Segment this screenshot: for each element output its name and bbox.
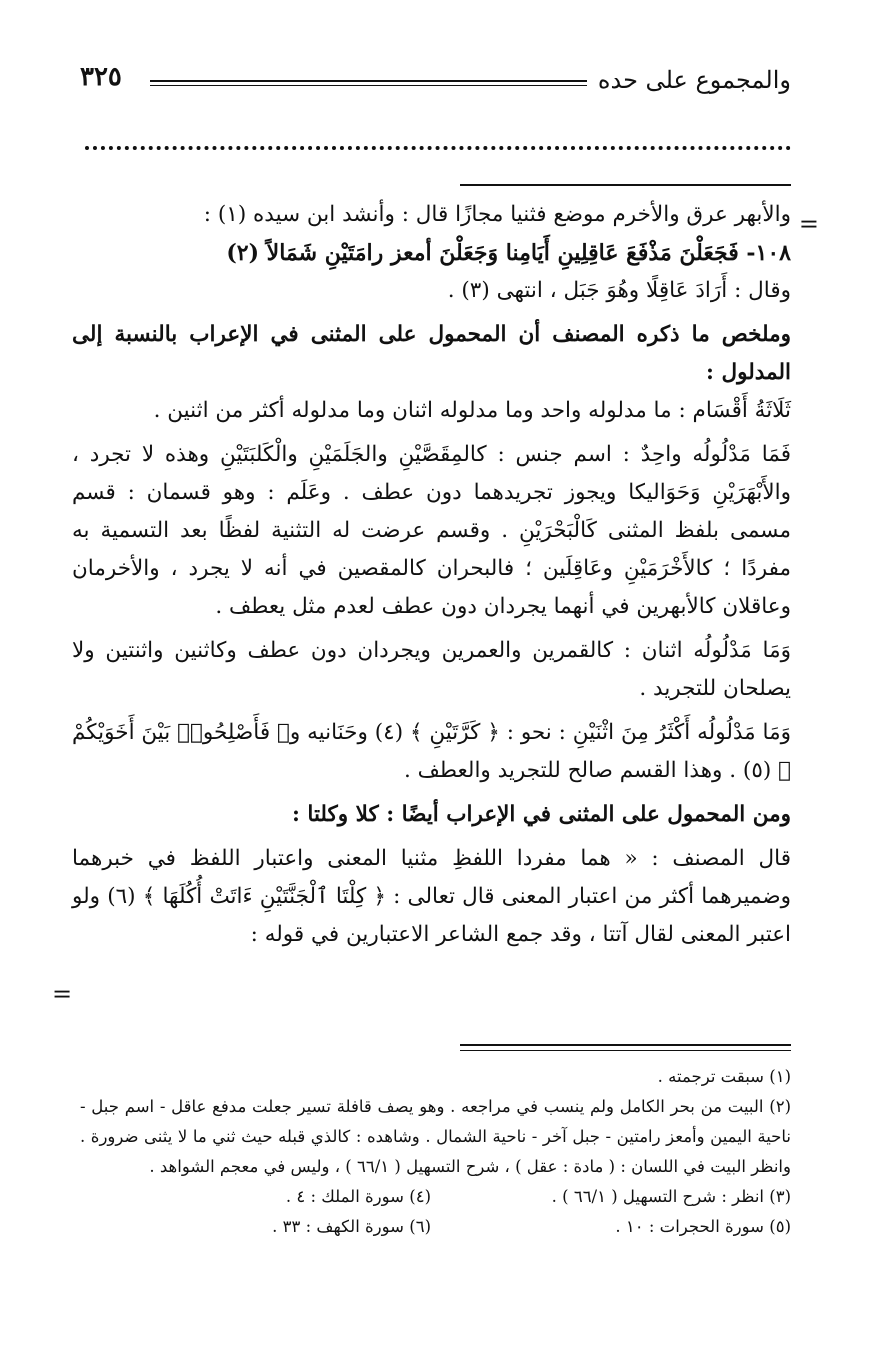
footnote-5: (٥) سورة الحجرات : ١٠ . — [615, 1217, 791, 1236]
header-rule — [150, 80, 587, 86]
main-text — [72, 196, 791, 954]
continuation-rule — [460, 184, 791, 186]
footnote-row-3-4 — [80, 1182, 791, 1212]
running-header-title: والمجموع على حده — [597, 66, 791, 94]
paragraph-author-quote: قال المصنف : « هما مفردا اللفظِ مثنيا المعنى واعتبار اللفظ في خبرهما وضميرهما أكثر من اعتبار المعنى قال تعالى : ﴿ كِلْتَا ٱلْجَنَّتَيْنِ ءَاتَتْ أُكُلَهَا ﴾ (٦) ولو اعتبر المعنى لقال آتتا ، وقد جمع الشاعر الاعتبارين في قوله : — [72, 846, 791, 947]
page-number: ٣٢٥ — [80, 62, 122, 92]
paragraph-summary: وملخص ما ذكره المصنف أن المحمول على المثنى في الإعراب بالنسبة إلى المدلول : — [72, 322, 791, 385]
footnote-6: (٦) سورة الكهف : ٣٣ . — [272, 1217, 431, 1236]
margin-mark-bottom: = — [52, 980, 73, 1008]
paragraph-plural-meaning: وَمَا مَدْلُولُه أَكْثَرُ مِنَ اثْنَيْنِ : نحو : ﴿ كَرَّتَيْنِ ﴾ (٤) وحَنَانيه و﴿ فَأَصْلِحُوا۟ بَيْنَ أَخَوَيْكُمْ ﴾ (٥) . وهذا القسم صالح للتجريد والعطف . — [72, 720, 791, 783]
dotted-separator — [85, 146, 791, 150]
verse-108: ١٠٨- فَجَعَلْنَ مَذْفَعَ عَاقِلِينِ أَيَامِنا وَجَعَلْنَ أمعز رامَتَيْنِ شَمَالاً (٢) — [226, 240, 791, 266]
footnotes — [80, 1062, 791, 1242]
footnote-4: (٤) سورة الملك : ٤ . — [285, 1187, 431, 1206]
paragraph-intro: والأبهر عرق والأخرم موضع فثنيا مجازًا قال : وأنشد ابن سيده (١) : — [203, 202, 791, 227]
paragraph-quote: وقال : أَرَادَ عَاقِلًا وهُوَ جَبَل ، انتهى (٣) . — [447, 278, 791, 303]
paragraph-three-types: ثَلَاثَةُ أَقْسَام : ما مدلوله واحد وما مدلوله اثنان وما مدلوله أكثر من اثنين . — [153, 398, 791, 423]
footnote-3: (٣) انظر : شرح التسهيل ( ٦٦/١ ) . — [551, 1187, 791, 1206]
footnote-1: (١) سبقت ترجمته . — [657, 1067, 791, 1086]
paragraph-kila-kilta: ومن المحمول على المثنى في الإعراب أيضًا : كلا وكلتا : — [291, 802, 791, 827]
paragraph-dual-meaning: وَمَا مَدْلُولُه اثنان : كالقمرين والعمرين ويجردان دون عطف وكاثنين واثنتين ولا يصلحان للتجريد . — [72, 638, 791, 701]
footnote-2: (٢) البيت من بحر الكامل ولم ينسب في مراجعه . وهو يصف قافلة تسير جعلت مدفع عاقل - اسم جبل - ناحية اليمين وأمعز رامتين - جبل آخر - ناحية الشمال . وشاهده : كالذي قبله حيث ثني ما لا يثنى ضرورة . وانظر البيت في اللسان : ( مادة : عقل ) ، شرح التسهيل ( ٦٦/١ ) ، وليس في معجم الشواهد . — [80, 1097, 791, 1176]
footnote-rule — [460, 1044, 791, 1051]
paragraph-single-meaning: فَمَا مَدْلُولُه واحِدٌ : اسم جنس : كالمِقَصَّيْنِ والجَلَمَيْنِ والْكَلبَتَيْنِ وهذه لا تجرد ، والأَبْهَرَيْنِ وَحَوَاليكا ويجوز تجريدهما دون عطف . وعَلَم : وهو قسمان : قسم مسمى بلفظ المثنى كَالْبَحْرَيْنِ . وقسم عرضت له التثنية لفظًا بعد التسمية به مفردًا ؛ كالأَخْرَمَيْنِ وعَاقِلَين ؛ فالبحران كالمقصين في أنه لا يجرد ، والأخرمان وعاقلان كالأبهرين في أنهما يجردان دون عطف لعدم مثل يعطف . — [72, 442, 791, 619]
margin-mark-top: = — [798, 210, 819, 238]
footnote-row-5-6 — [80, 1212, 791, 1242]
